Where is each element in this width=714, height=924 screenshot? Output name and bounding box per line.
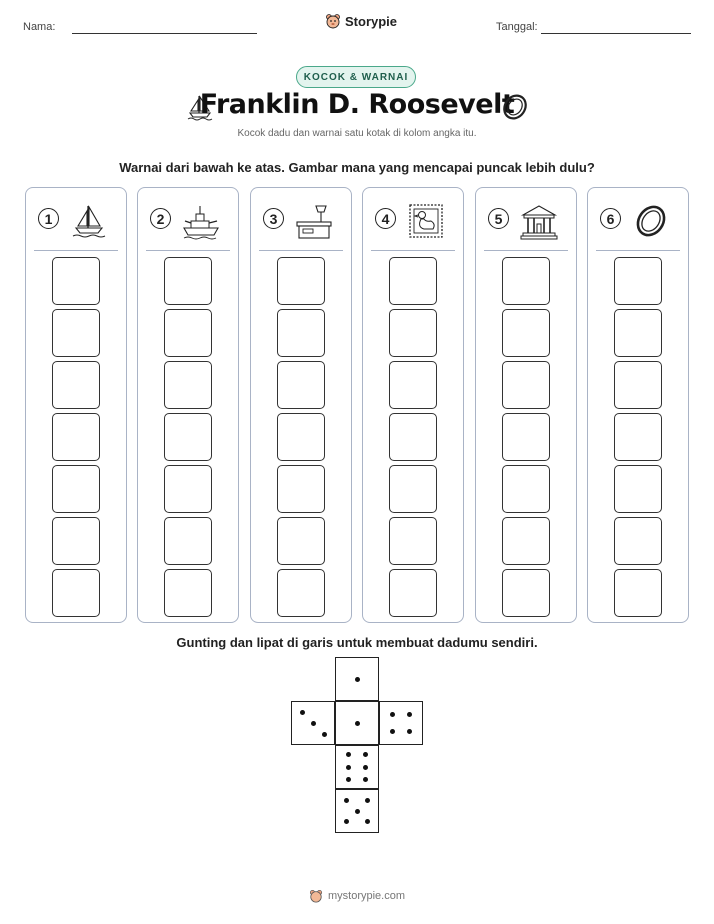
color-box[interactable] <box>502 361 550 409</box>
dice-pip <box>407 712 412 717</box>
color-box[interactable] <box>277 465 325 513</box>
column-divider <box>259 250 343 251</box>
duck-stamp-icon <box>407 202 445 240</box>
sailboat-icon <box>70 202 108 240</box>
color-box[interactable] <box>614 309 662 357</box>
color-box[interactable] <box>277 517 325 565</box>
dice-pip <box>322 732 327 737</box>
color-box[interactable] <box>614 517 662 565</box>
page-subtitle: Kocok dadu dan warnai satu kotak di kolom angka itu. <box>237 128 477 139</box>
footer-url: mystorypie.com <box>327 890 406 902</box>
name-label: Nama: <box>23 21 56 33</box>
color-box[interactable] <box>389 465 437 513</box>
color-box[interactable] <box>502 257 550 305</box>
color-box[interactable] <box>164 257 212 305</box>
storypie-mascot-icon <box>309 889 323 903</box>
dice-face-4 <box>379 701 423 745</box>
dice-face-1 <box>335 701 379 745</box>
museum-building-icon <box>520 202 558 240</box>
color-box[interactable] <box>614 361 662 409</box>
color-box[interactable] <box>614 257 662 305</box>
column-4 <box>362 187 464 623</box>
dice-face-3 <box>291 701 335 745</box>
color-box[interactable] <box>389 361 437 409</box>
brand-name: Storypie <box>345 13 398 29</box>
date-label: Tanggal: <box>496 21 538 33</box>
footer <box>0 889 714 903</box>
cut-instruction: Gunting dan lipat di garis untuk membuat dadumu sendiri. <box>176 635 538 650</box>
dice-pip <box>363 765 368 770</box>
dice-pip <box>355 721 360 726</box>
desk-icon <box>295 202 333 240</box>
color-box[interactable] <box>277 413 325 461</box>
ring-icon <box>632 202 670 240</box>
dice-face-5 <box>335 789 379 833</box>
dice-pip <box>355 809 360 814</box>
color-box[interactable] <box>164 465 212 513</box>
column-3 <box>250 187 352 623</box>
column-number: 4 <box>375 208 396 229</box>
date-line[interactable] <box>541 33 691 34</box>
color-box[interactable] <box>52 569 100 617</box>
dice-pip <box>311 721 316 726</box>
color-box[interactable] <box>502 465 550 513</box>
color-box[interactable] <box>389 569 437 617</box>
column-number: 2 <box>150 208 171 229</box>
dice-pip <box>344 819 349 824</box>
color-box[interactable] <box>502 517 550 565</box>
color-box[interactable] <box>614 465 662 513</box>
dice-pip <box>300 710 305 715</box>
page-title: Franklin D. Roosevelt <box>199 89 515 120</box>
color-box[interactable] <box>52 413 100 461</box>
dice-pip <box>363 777 368 782</box>
color-box[interactable] <box>277 569 325 617</box>
dice-pip <box>390 712 395 717</box>
color-box[interactable] <box>164 309 212 357</box>
color-box[interactable] <box>614 569 662 617</box>
column-number: 1 <box>38 208 59 229</box>
color-box[interactable] <box>52 465 100 513</box>
color-box[interactable] <box>52 361 100 409</box>
dice-pip <box>346 777 351 782</box>
color-box[interactable] <box>164 361 212 409</box>
color-box[interactable] <box>52 309 100 357</box>
column-6 <box>587 187 689 623</box>
dice-pip <box>365 819 370 824</box>
dice-face-1 <box>335 657 379 701</box>
dice-pip <box>346 752 351 757</box>
column-number: 3 <box>263 208 284 229</box>
color-box[interactable] <box>52 517 100 565</box>
column-2 <box>137 187 239 623</box>
color-box[interactable] <box>502 309 550 357</box>
activity-badge: KOCOK & WARNAI <box>296 66 416 88</box>
color-box[interactable] <box>614 413 662 461</box>
column-divider <box>34 250 118 251</box>
color-box[interactable] <box>389 413 437 461</box>
column-number: 6 <box>600 208 621 229</box>
color-box[interactable] <box>389 309 437 357</box>
color-box[interactable] <box>52 257 100 305</box>
color-box[interactable] <box>277 361 325 409</box>
dice-face-6 <box>335 745 379 789</box>
column-number: 5 <box>488 208 509 229</box>
dice-pip <box>346 765 351 770</box>
column-divider <box>146 250 230 251</box>
brand-logo <box>325 13 397 29</box>
color-box[interactable] <box>164 569 212 617</box>
dice-pip <box>344 798 349 803</box>
column-divider <box>484 250 568 251</box>
color-box[interactable] <box>164 517 212 565</box>
dice-pip <box>390 729 395 734</box>
coloring-instruction: Warnai dari bawah ke atas. Gambar mana yang mencapai puncak lebih dulu? <box>119 160 595 175</box>
column-1 <box>25 187 127 623</box>
color-box[interactable] <box>502 413 550 461</box>
dice-pip <box>363 752 368 757</box>
ring-icon <box>500 92 530 122</box>
name-line[interactable] <box>72 33 257 34</box>
color-box[interactable] <box>277 309 325 357</box>
storypie-mascot-icon <box>325 13 341 29</box>
color-box[interactable] <box>277 257 325 305</box>
dice-pip <box>407 729 412 734</box>
column-divider <box>596 250 680 251</box>
dice-pip <box>365 798 370 803</box>
color-box[interactable] <box>389 517 437 565</box>
column-divider <box>371 250 455 251</box>
warship-icon <box>182 202 220 240</box>
column-5 <box>475 187 577 623</box>
color-box[interactable] <box>389 257 437 305</box>
color-box[interactable] <box>502 569 550 617</box>
dice-pip <box>355 677 360 682</box>
color-box[interactable] <box>164 413 212 461</box>
